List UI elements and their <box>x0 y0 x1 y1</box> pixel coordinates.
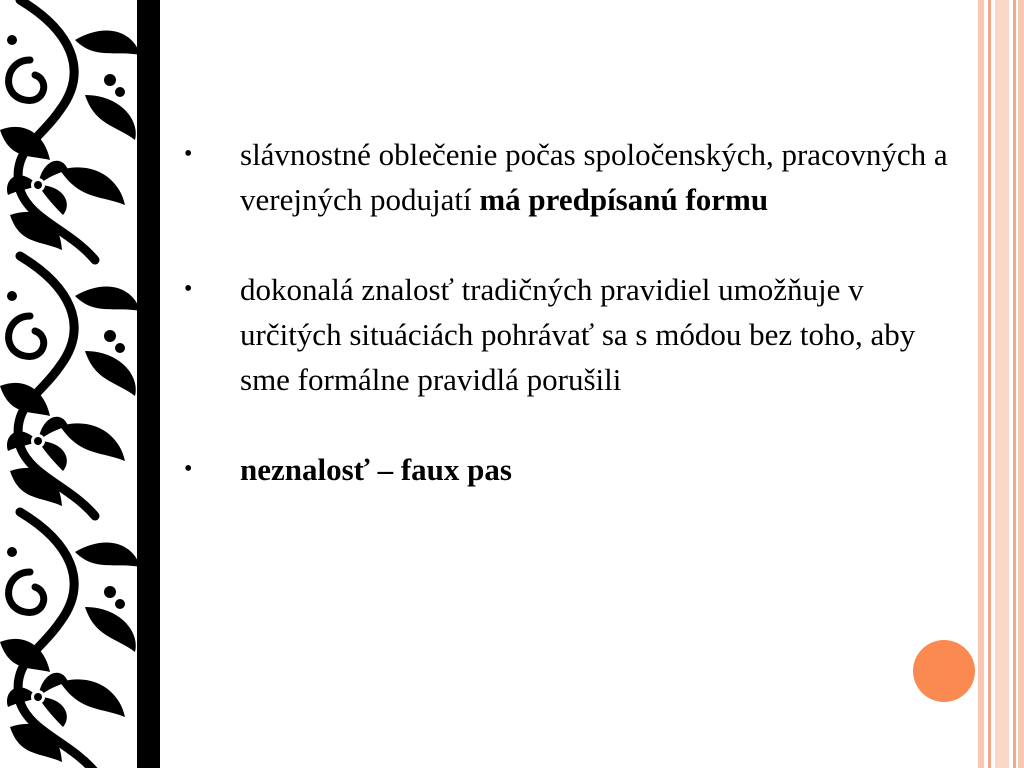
dark-vertical-band <box>137 0 160 768</box>
border-stripe-4 <box>1013 0 1016 768</box>
bullet-text-segment: slávnostné oblečenie počas spoločenských, pracovných a verejných podujatí <box>240 137 948 217</box>
bullet-item-formal-dress <box>180 132 960 222</box>
bullet-text-emphasis: neznalosť – faux pas <box>240 452 512 487</box>
bullet-icon: • <box>184 141 193 167</box>
bullet-text-emphasis: má predpísanú formu <box>479 182 769 217</box>
border-stripe-1 <box>978 0 984 768</box>
bullet-text <box>240 267 960 402</box>
floral-ornament-panel <box>0 0 140 768</box>
bullet-list <box>180 132 960 537</box>
border-stripe-5 <box>1018 0 1024 768</box>
bullet-icon: • <box>184 276 193 302</box>
border-stripe-2 <box>988 0 991 768</box>
right-striped-border <box>978 0 1024 768</box>
bullet-text-segment: dokonalá znalosť tradičných pravidiel umožňuje v určitých situáciách pohrávať sa s módou bez toho, aby sme formálne pravidlá porušili <box>240 272 916 397</box>
bullet-item-faux-pas <box>180 447 960 492</box>
bullet-text <box>240 447 960 492</box>
border-stripe-3 <box>995 0 1009 768</box>
accent-circle-icon <box>913 640 975 702</box>
floral-damask-pattern-icon <box>0 0 140 768</box>
bullet-icon: • <box>184 456 193 482</box>
bullet-text <box>240 132 960 222</box>
bullet-item-rules-knowledge <box>180 267 960 402</box>
